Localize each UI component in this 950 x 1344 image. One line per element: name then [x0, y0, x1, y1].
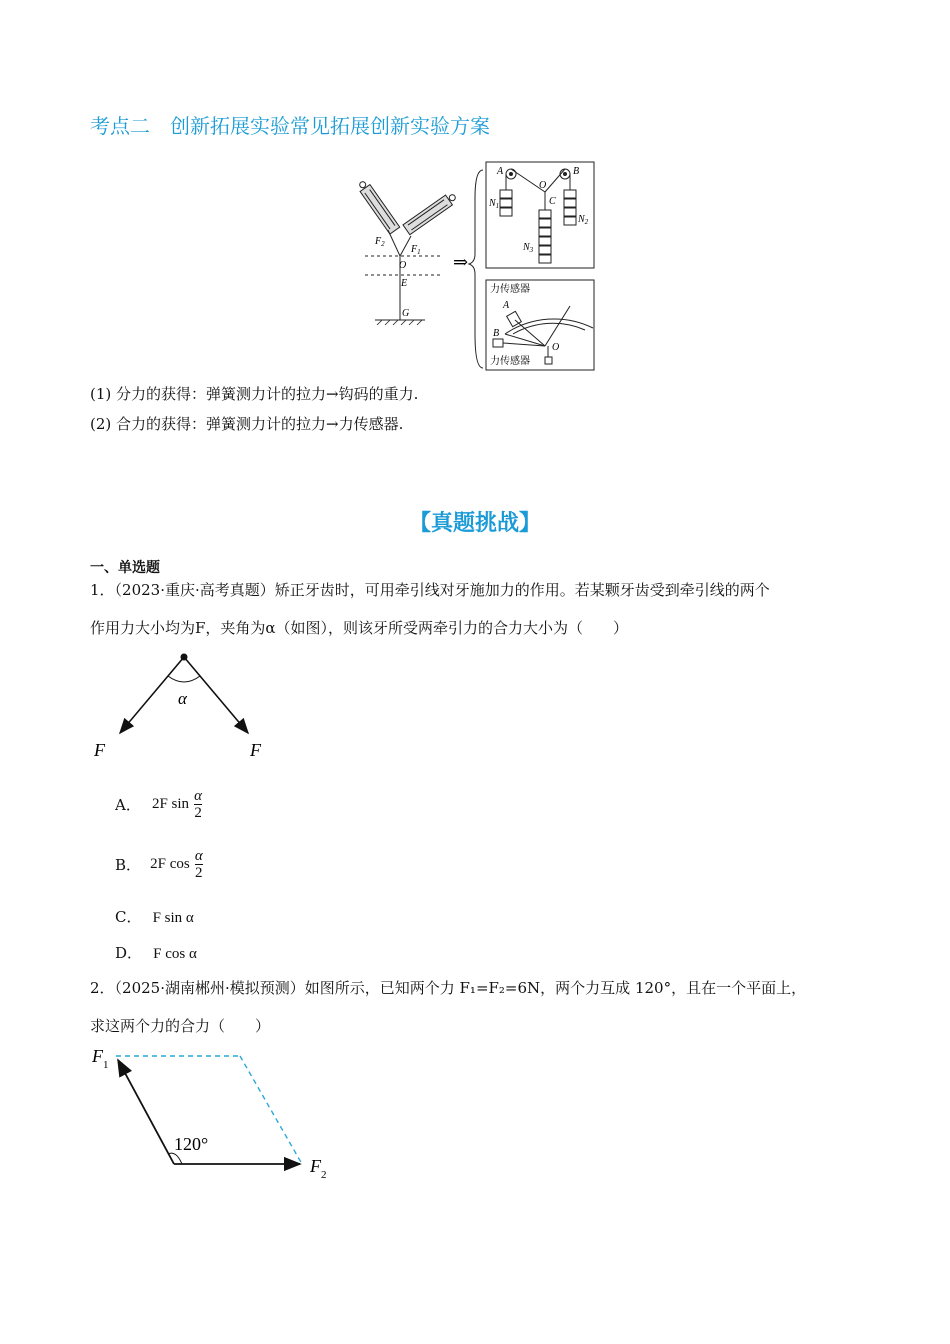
label-f1: $F_1$ — [411, 244, 421, 256]
section-heading: 考点二 创新拓展实验常见拓展创新实验方案 — [90, 114, 490, 138]
label-c: C — [549, 196, 556, 207]
q1-line1: 1．（2023·重庆·高考真题）矫正牙齿时，可用牵引线对牙施加力的作用。若某颗牙齿受到牵引线的两个 — [90, 581, 770, 599]
option-c-label: C． — [115, 908, 142, 926]
q2-figure — [88, 1040, 338, 1185]
f1-label: $F_1$ — [92, 1046, 109, 1071]
label-a-top: A — [497, 166, 504, 177]
label-o-bottom: O — [552, 342, 560, 353]
note-1: (1) 分力的获得：弹簧测力计的拉力→钩码的重力. — [90, 385, 419, 403]
sensor-label-top: 力传感器 — [490, 284, 530, 295]
parallelogram-right — [240, 1056, 302, 1164]
label-b-bottom: B — [493, 328, 500, 339]
q2-line2: 求这两个力的合力（ ） — [90, 1017, 271, 1035]
force-label-left: F — [94, 740, 105, 760]
option-a-label: A． — [115, 796, 141, 814]
force-arrow-right — [184, 657, 248, 733]
note-2: (2) 合力的获得：弹簧测力计的拉力→力传感器. — [90, 415, 404, 433]
label-g: G — [402, 308, 410, 319]
q1-line2: 作用力大小均为F，夹角为α（如图），则该牙所受两牵引力的合力大小为（ ） — [90, 619, 629, 637]
f2-label: $F_2$ — [310, 1156, 327, 1181]
angle-label: 120° — [174, 1134, 209, 1154]
label-o: O — [399, 260, 407, 271]
option-d-label: D． — [115, 944, 143, 962]
option-a[interactable] — [115, 788, 202, 821]
label-n3: $N_3$ — [523, 242, 534, 254]
option-d[interactable] — [115, 942, 197, 963]
force-label-right: F — [250, 740, 261, 760]
label-o-top: O — [539, 180, 547, 191]
alpha-label: α — [178, 689, 187, 708]
angle-arc — [168, 676, 200, 682]
label-n2: $N_2$ — [578, 214, 589, 226]
f1-arrow — [118, 1060, 174, 1164]
q2-line1: 2．（2025·湖南郴州·模拟预测）如图所示，已知两个力 F₁=F₂=6N，两个力互成 120°，且在一个平面上， — [90, 979, 807, 997]
implies-arrow: ⇒ — [453, 252, 469, 272]
option-b[interactable] — [115, 848, 203, 881]
option-b-fraction: $\frac{\alpha}{2}$ — [194, 848, 203, 881]
section-label: 一、单选题 — [90, 560, 160, 576]
option-a-fraction: $\frac{\alpha}{2}$ — [194, 788, 203, 821]
q1-figure — [88, 648, 278, 763]
experiment-figure — [345, 158, 605, 374]
option-b-coef: 2F cos — [150, 856, 190, 872]
option-b-label: B． — [115, 856, 142, 874]
label-a-bottom: A — [503, 300, 510, 311]
force-arrow-left — [120, 657, 184, 733]
label-b-top: B — [573, 166, 580, 177]
challenge-title: 【真题挑战】 — [408, 511, 541, 536]
option-c-expr: F sin α — [152, 910, 194, 926]
option-d-expr: F cos α — [153, 946, 197, 962]
sensor-label-bottom: 力传感器 — [490, 356, 530, 367]
label-f2: $F_2$ — [375, 236, 385, 248]
option-c[interactable] — [115, 906, 194, 927]
label-n1: $N_1$ — [489, 198, 500, 210]
spring-scale-setup — [356, 179, 458, 325]
brace — [469, 170, 483, 368]
option-a-coef: 2F sin — [151, 796, 190, 812]
label-e: E — [401, 278, 408, 289]
